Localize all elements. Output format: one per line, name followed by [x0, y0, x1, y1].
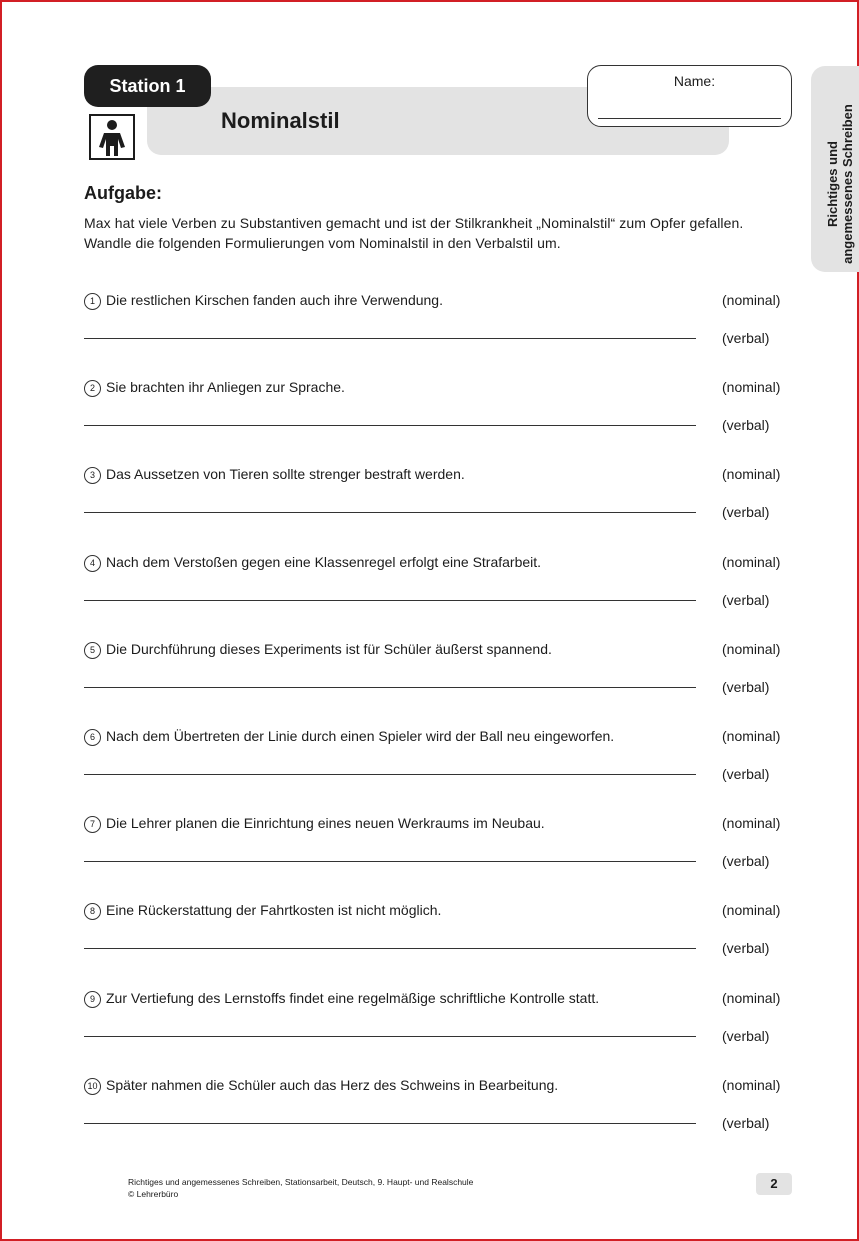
answer-line[interactable]	[84, 512, 696, 513]
exercise-item	[84, 1077, 794, 1157]
exercise-text: Die Durchführung dieses Experiments ist für Schüler äußerst spannend.	[106, 640, 552, 657]
exercise-sentence	[84, 466, 465, 484]
side-tab-line-2: angemessenes Schreiben	[840, 104, 855, 264]
exercise-number: 9	[84, 991, 101, 1008]
verbal-label: (verbal)	[722, 330, 770, 346]
exercise-number: 2	[84, 380, 101, 397]
exercise-item	[84, 466, 794, 546]
footer-line-1: Richtiges und angemessenes Schreiben, Stationsarbeit, Deutsch, 9. Haupt- und Realschule	[128, 1177, 474, 1187]
answer-line[interactable]	[84, 687, 696, 688]
footer-text	[128, 1176, 473, 1200]
exercise-item	[84, 902, 794, 982]
exercise-text: Eine Rückerstattung der Fahrtkosten ist nicht möglich.	[106, 902, 442, 919]
answer-line[interactable]	[84, 948, 696, 949]
footer-line-2: © Lehrerbüro	[128, 1189, 179, 1199]
exercise-sentence	[84, 554, 541, 572]
exercise-item	[84, 728, 794, 808]
exercise-sentence	[84, 1077, 558, 1095]
exercise-number: 7	[84, 816, 101, 833]
exercise-text: Die restlichen Kirschen fanden auch ihre Verwendung.	[106, 292, 443, 308]
side-tab-line-1: Richtiges und	[825, 141, 840, 227]
nominal-label: (nominal)	[722, 815, 781, 832]
exercise-text: Sie brachten ihr Anliegen zur Sprache.	[106, 379, 345, 396]
exercise-number: 10	[84, 1078, 101, 1095]
verbal-label: (verbal)	[722, 678, 770, 695]
name-write-line	[598, 118, 781, 119]
exercise-text: Nach dem Übertreten der Linie durch einen Spieler wird der Ball neu eingeworfen.	[106, 728, 615, 744]
nominal-label: (nominal)	[722, 1076, 781, 1093]
name-field[interactable]	[587, 65, 792, 127]
exercise-text: Die Lehrer planen die Einrichtung eines neuen Werkraums im Neubau.	[106, 815, 545, 832]
nominal-label: (nominal)	[722, 553, 781, 570]
exercise-text: Das Aussetzen von Tieren sollte strenger bestraft werden.	[106, 466, 465, 483]
side-tab-label	[825, 84, 855, 284]
verbal-label: (verbal)	[722, 1027, 770, 1044]
exercise-sentence	[84, 641, 552, 659]
exercise-text: Später nahmen die Schüler auch das Herz des Schweins in Bearbeitung.	[106, 1076, 559, 1093]
answer-line[interactable]	[84, 338, 696, 339]
nominal-label: (nominal)	[722, 292, 781, 308]
verbal-label: (verbal)	[722, 853, 770, 870]
verbal-label: (verbal)	[722, 1114, 770, 1131]
exercise-item	[84, 815, 794, 895]
nominal-label: (nominal)	[722, 466, 781, 483]
page-number: 2	[756, 1173, 792, 1195]
nominal-label: (nominal)	[722, 902, 781, 919]
answer-line[interactable]	[84, 425, 696, 426]
exercise-text: Zur Vertiefung des Lernstoffs findet eine regelmäßige schriftliche Kontrolle statt.	[106, 989, 600, 1006]
exercise-number: 6	[84, 729, 101, 746]
exercise-number: 4	[84, 555, 101, 572]
exercise-item	[84, 379, 794, 459]
task-description: Max hat viele Verben zu Substantiven gemacht und ist der Stilkrankheit „Nominalstil“ zum Opfer gefallen. Wandle die folgenden Formulierungen vom Nominalstil in den Verbalstil um.	[84, 215, 744, 251]
exercise-text: Nach dem Verstoßen gegen eine Klassenregel erfolgt eine Strafarbeit.	[106, 553, 542, 570]
task-heading: Aufgabe:	[84, 183, 162, 203]
exercise-sentence	[84, 728, 614, 746]
verbal-label: (verbal)	[722, 940, 770, 957]
nominal-label: (nominal)	[722, 640, 781, 657]
exercise-item	[84, 641, 794, 721]
exercise-sentence	[84, 379, 345, 397]
exercise-number: 8	[84, 903, 101, 920]
person-standing-icon	[89, 114, 135, 160]
exercise-sentence	[84, 292, 443, 310]
answer-line[interactable]	[84, 1036, 696, 1037]
station-badge: Station 1	[84, 65, 211, 107]
page-title: Nominalstil	[221, 108, 340, 133]
exercise-sentence	[84, 902, 441, 920]
exercise-sentence	[84, 990, 599, 1008]
exercise-item	[84, 292, 794, 372]
exercise-item	[84, 990, 794, 1070]
exercise-item	[84, 554, 794, 634]
verbal-label: (verbal)	[722, 591, 770, 608]
exercise-number: 1	[84, 293, 101, 310]
answer-line[interactable]	[84, 861, 696, 862]
answer-line[interactable]	[84, 600, 696, 601]
answer-line[interactable]	[84, 1123, 696, 1124]
answer-line[interactable]	[84, 774, 696, 775]
nominal-label: (nominal)	[722, 728, 781, 744]
nominal-label: (nominal)	[722, 379, 781, 396]
name-label: Name:	[673, 73, 716, 89]
exercise-sentence	[84, 815, 545, 833]
exercise-number: 3	[84, 467, 101, 484]
verbal-label: (verbal)	[722, 766, 770, 782]
verbal-label: (verbal)	[722, 504, 770, 521]
exercise-number: 5	[84, 642, 101, 659]
verbal-label: (verbal)	[722, 417, 770, 434]
nominal-label: (nominal)	[722, 989, 781, 1006]
